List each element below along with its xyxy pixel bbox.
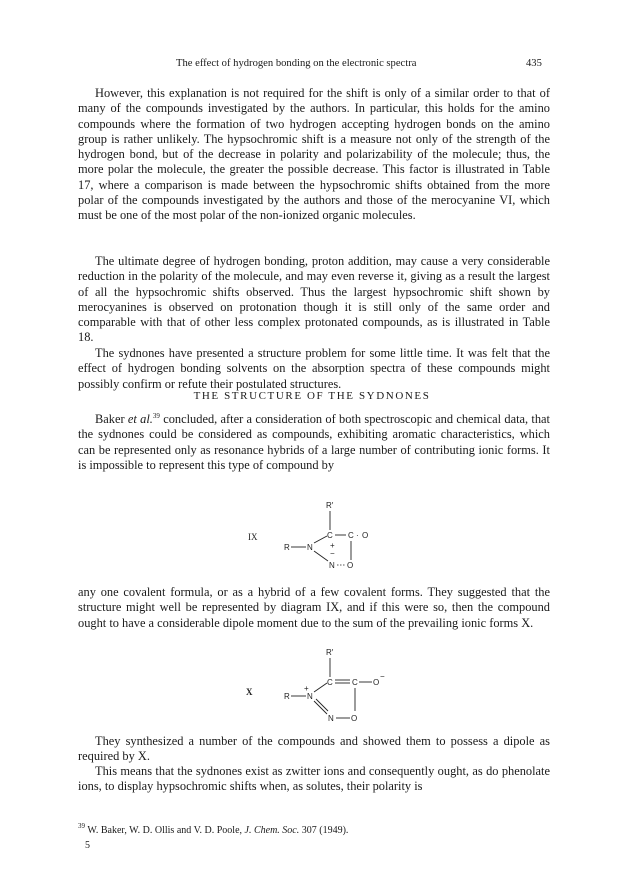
- running-title: The effect of hydrogen bonding on the electronic spectra: [176, 58, 417, 69]
- ix-plus: +: [330, 541, 335, 550]
- structure-ix-label: IX: [248, 532, 258, 542]
- page-header: [0, 58, 624, 72]
- structure-x-svg: [246, 643, 416, 731]
- ix-o-exo: O: [362, 531, 369, 540]
- ix-o-ring: O: [347, 561, 354, 570]
- et-al-italic: et al.: [127, 412, 153, 426]
- x-o-exo: O: [373, 678, 380, 687]
- paragraph-covalent-formula: any one covalent formula, or as a hybrid of a few covalent forms. They suggested that the structure might well be represented by diagram IX, and if this were so, then the compound ought to have a considerable dipole moment due to the sum of the prevailing ionic forms X.: [78, 585, 550, 630]
- footnote-citation: 307 (1949).: [299, 825, 349, 836]
- footnote-39: [78, 824, 558, 837]
- paragraph-dipole: They synthesized a number of the compounds and showed them to possess a dipole as required by X.: [78, 734, 550, 764]
- paragraph-sydnones-problem: The sydnones have presented a structure problem for some little time. It was felt that the effect of hydrogen bonding solvents on the absorption spectra of these compounds might possibly confirm or refute their postulated structures.: [78, 346, 550, 391]
- x-n-charge: +: [304, 684, 309, 693]
- ix-minus: −: [330, 549, 335, 558]
- page-number: 435: [526, 58, 542, 69]
- structure-x-diagram: [246, 643, 416, 731]
- structure-ix-diagram: [248, 498, 418, 578]
- x-r: R: [284, 692, 290, 701]
- ix-c-left: C: [327, 531, 333, 540]
- paragraph-explanation: However, this explanation is not required for the shift is only of a similar order to that of many of the compounds investigated by the authors. In particular, this holds for the amino compounds where the formation of two hydrogen accepting hydrogen bonds on the amino group is rather unlikely. The hypsochromic shift is a measure not only of the strength of the hydrogen bond, but of the decrease in polarity and polarizability of the molecule; thus, the more polar the molecule, the greater the possible decrease. This factor is illustrated in Table 17, where a comparison is made between the hypsochromic shifts obtained from the more polar of the compounds investigated by the authors and those of the merocyanine VI, which must be one of the most polar of the non-ionized organic molecules.: [78, 86, 550, 223]
- paragraph-proton-addition: The ultimate degree of hydrogen bonding, proton addition, may cause a very considerable reduction in the polarity of the molecule, and may even reverse it, giving as a result the largest of all the hypsochromic shifts observed. Thus the largest hypsochromic shift shown by merocyanines is observed on protonation though it is still only of the same order and comparable with that of other less complex protonated compounds, as is illustrated in Table 18.: [78, 254, 550, 345]
- footnote-authors: W. Baker, W. D. Ollis and V. D. Poole,: [85, 825, 245, 836]
- structure-x-label: X: [246, 687, 253, 697]
- x-o-charge: −: [380, 672, 385, 681]
- ix-r-prime: R′: [326, 501, 334, 510]
- paragraph-zwitter-ions: This means that the sydnones exist as zwitter ions and consequently ought, as do phenolate ions, to display hypsochromic shifts when, as solutes, their polarity is: [78, 764, 550, 794]
- ix-dot: ·: [356, 531, 359, 540]
- paragraph-baker-rest: concluded, after a consideration of both spectroscopic and chemical data, that the sydnones could be considered as compounds, exhibiting aromatic characteristics, which can be represented only as resonance hybrids of a large number of contributing ionic forms. It is impossible to represent this type of compound by: [78, 412, 550, 472]
- footnote-journal: J. Chem. Soc.: [244, 825, 300, 836]
- section-heading: THE STRUCTURE OF THE SYDNONES: [193, 390, 431, 402]
- x-n-ring: N: [307, 692, 313, 701]
- x-n-bottom: N: [328, 714, 334, 723]
- paragraph-baker-conclusion: [78, 412, 550, 473]
- ix-r: R: [284, 543, 290, 552]
- paragraph-baker-lead: Baker: [95, 412, 128, 426]
- ix-c-right: C: [348, 531, 354, 540]
- signature-mark: 5: [85, 840, 90, 851]
- structure-ix-svg: [248, 498, 418, 578]
- x-r-prime: R′: [326, 648, 334, 657]
- ix-n-bottom: N: [329, 561, 335, 570]
- footnote-ref-39: 39: [152, 412, 160, 420]
- footnote-number: 39: [78, 822, 85, 830]
- x-c-right: C: [352, 678, 358, 687]
- x-o-ring: O: [351, 714, 358, 723]
- x-c-left: C: [327, 678, 333, 687]
- ix-n-ring: N: [307, 543, 313, 552]
